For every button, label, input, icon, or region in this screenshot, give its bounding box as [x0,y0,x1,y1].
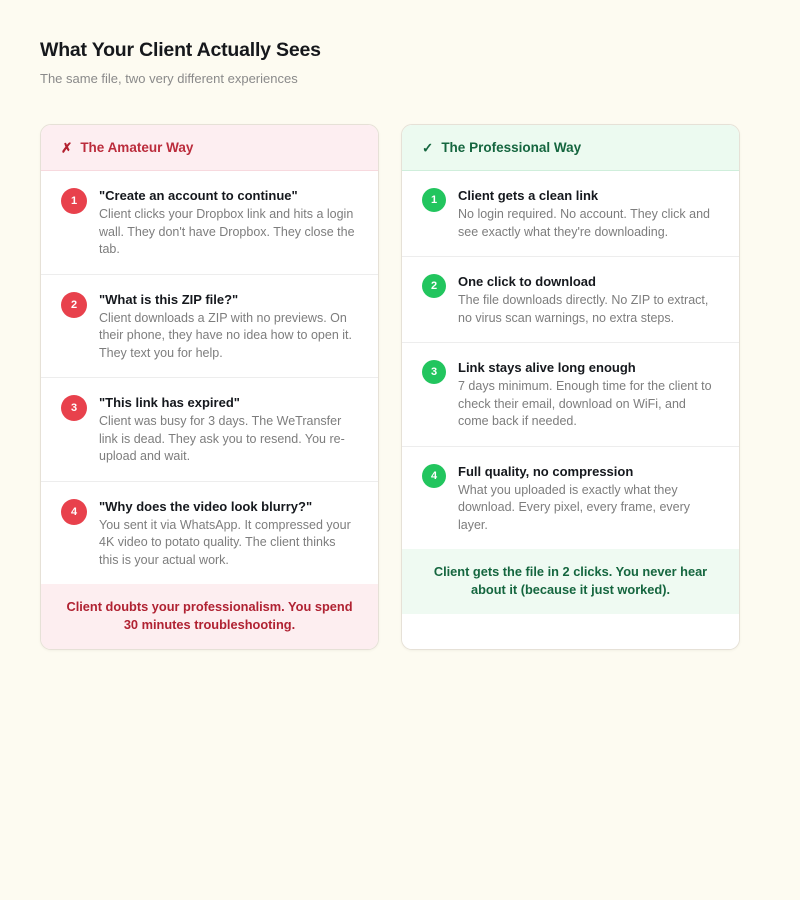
item-title: "This link has expired" [99,395,240,410]
list-item[interactable] [41,275,378,379]
item-title: "Create an account to continue" [99,188,298,203]
card-professional-way [401,124,740,650]
item-description: The file downloads directly. No ZIP to extract, no virus scan warnings, no extra steps. [458,293,709,325]
list-item[interactable] [402,447,739,550]
step-badge: 3 [61,395,87,421]
item-body [458,273,719,327]
item-title: "What is this ZIP file?" [99,291,239,307]
page-subtitle: The same file, two very different experiences [40,71,298,86]
step-badge: 4 [61,499,87,525]
card-header-amateur [41,125,378,171]
step-badge: 4 [422,464,446,488]
list-item[interactable] [402,171,739,257]
step-badge: 2 [422,274,446,298]
list-item[interactable] [402,343,739,447]
item-body [99,394,358,466]
step-badge: 1 [422,188,446,212]
item-description: Client was busy for 3 days. The WeTransfer link is dead. They ask you to resend. You re-upload and wait. [99,414,345,463]
item-list-amateur [41,171,378,584]
list-item[interactable] [41,482,378,585]
card-header-professional [402,125,739,171]
item-body [458,463,719,535]
item-title: Client gets a clean link [458,188,599,203]
item-description: You sent it via WhatsApp. It compressed your 4K video to potato quality. The client thinks this is your actual work. [99,517,351,567]
item-body [458,359,719,431]
card-header-label-professional: The Professional Way [441,140,582,155]
item-description: Client clicks your Dropbox link and hits a login wall. They don't have Dropbox. They close the tab. [99,207,355,256]
list-item[interactable] [41,378,378,482]
step-badge: 1 [61,188,87,214]
item-description: 7 days minimum. Enough time for the client to check their email, download on WiFi, and come back if needed. [458,379,712,428]
item-description: What you uploaded is exactly what they download. Every pixel, every frame, every layer. [458,482,691,532]
list-item[interactable] [41,171,378,275]
comparison-columns [40,124,760,650]
item-title: "Why does the video look blurry?" [99,498,313,514]
step-badge: 3 [422,360,446,384]
card-footer-professional: Client gets the file in 2 clicks. You never hear about it (because it just worked). [402,549,739,614]
item-description: No login required. No account. They click and see exactly what they're downloading. [458,207,710,239]
item-body [458,187,719,241]
card-header-label-amateur: The Amateur Way [80,140,194,155]
item-description: Client downloads a ZIP with no previews. On their phone, they have no idea how to open it. They text you for help. [99,310,352,360]
card-tail-professional [402,614,739,649]
item-title: Full quality, no compression [458,463,634,479]
card-footer-amateur: Client doubts your professionalism. You spend 30 minutes troubleshooting. [41,584,378,649]
list-item[interactable] [402,257,739,343]
item-body [99,187,358,259]
item-list-professional [402,171,739,549]
item-body [99,291,358,363]
item-title: One click to download [458,274,596,289]
step-badge: 2 [61,292,87,318]
item-title: Link stays alive long enough [458,360,636,375]
card-amateur-way [40,124,379,650]
page-title: What Your Client Actually Sees [40,39,321,61]
cross-mark-icon: ✗ [61,140,73,156]
item-body [99,498,358,570]
check-mark-icon: ✓ [422,140,434,156]
